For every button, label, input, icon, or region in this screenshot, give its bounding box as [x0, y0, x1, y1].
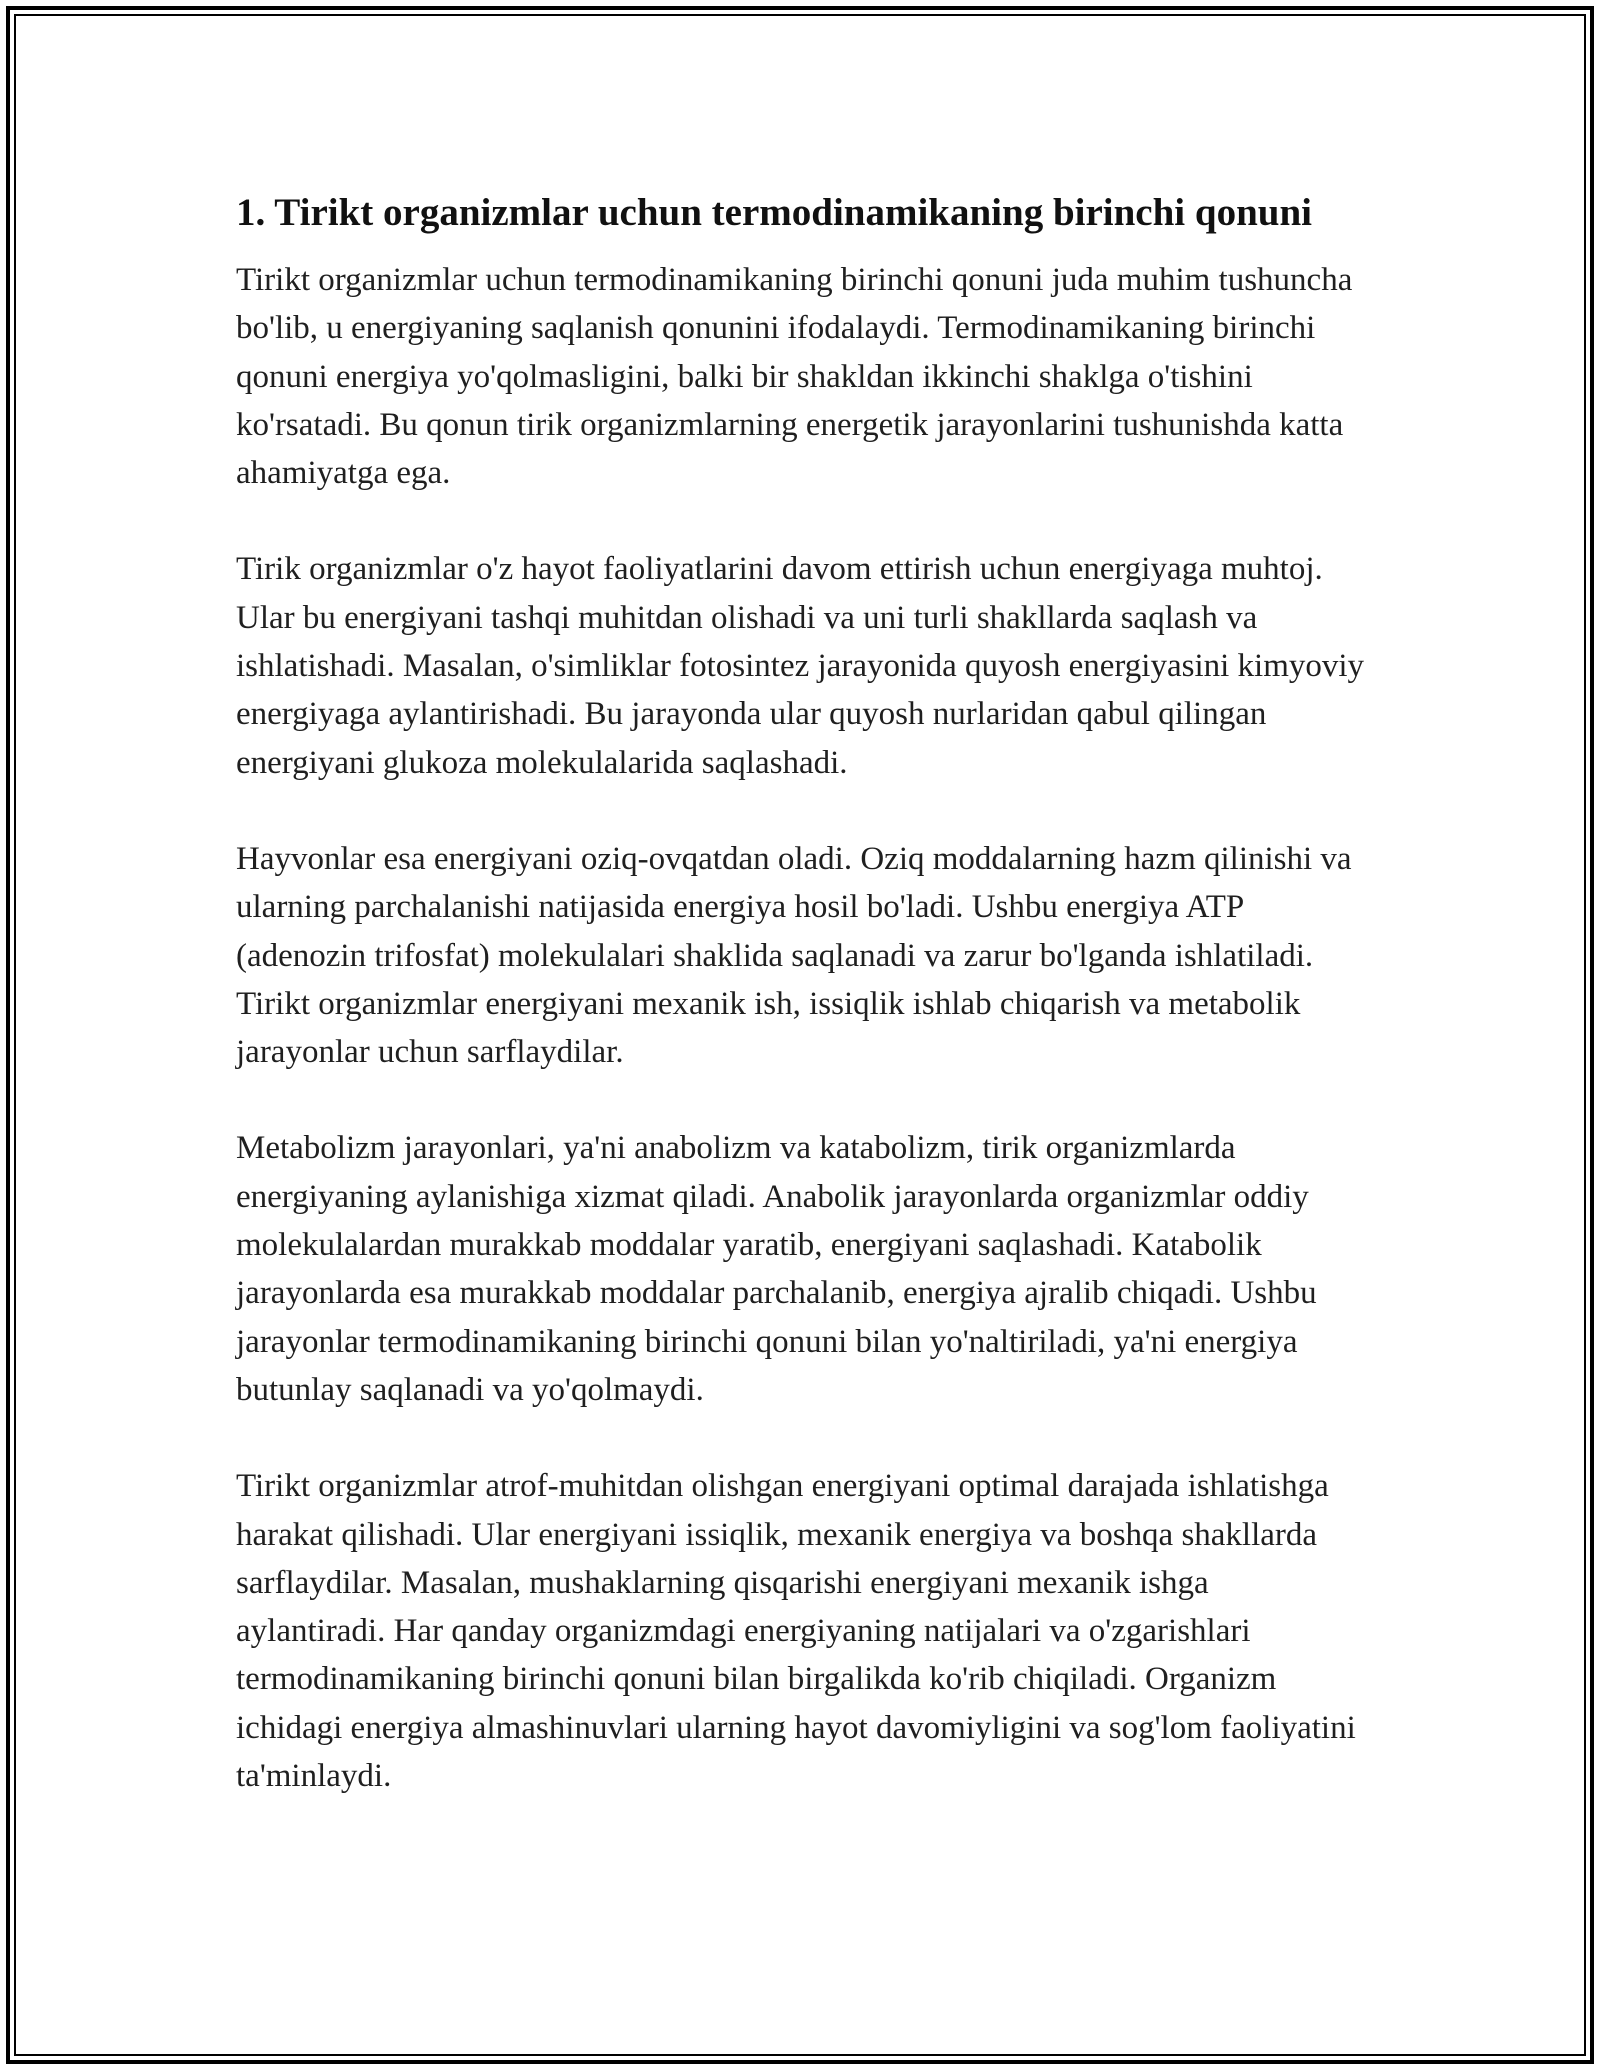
paragraph: Hayvonlar esa energiyani oziq-ovqatdan oladi. Oziq moddalarning hazm qilinishi va ularning parchalanishi natijasida energiya hosil bo'ladi. Ushbu energiya ATP (adenozin trifosfat) molekulalari shaklida saqlanadi va zarur bo'lganda ishlatiladi. Tirikt organizmlar energiyani mexanik ish, issiqlik ishlab chiqarish va metabolik jarayonlar uchun sarflaydilar.	[236, 840, 1352, 1071]
document-body	[236, 185, 1366, 1800]
paragraph: Tirikt organizmlar uchun termodinamikaning birinchi qonuni juda muhim tushuncha bo'lib, u energiyaning saqlanish qonunini ifodalaydi. Termodinamikaning birinchi qonuni energiya yo'qolmasligini, balki bir shakldan ikkinchi shaklga o'tishini ko'rsatadi. Bu qonun tirik organizmlarning energetik jarayonlarini tushunishda katta ahamiyatga ega.	[236, 262, 1353, 492]
paragraph: Tirikt organizmlar atrof-muhitdan olishgan energiyani optimal darajada ishlatishga harakat qilishadi. Ular energiyani issiqlik, mexanik energiya va boshqa shakllarda sarflaydilar. Masalan, mushaklarning qisqarishi energiyani mexanik ishga aylantiradi. Har qanday organizmdagi energiyaning natijalari va o'zgarishlari termodinamikaning birinchi qonuni bilan birgalikda ko'rib chiqiladi. Organizm ichidagi energiya almashinuvlari ularning hayot davomiyligini va sog'lom faoliyatini ta'minlaydi.	[236, 1468, 1356, 1795]
paragraph: Metabolizm jarayonlari, ya'ni anabolizm va katabolizm, tirik organizmlarda energiyaning aylanishiga xizmat qiladi. Anabolik jarayonlarda organizmlar oddiy molekulalardan murakkab moddalar yaratib, energiyani saqlashadi. Katabolik jarayonlarda esa murakkab moddalar parchalanib, energiya ajralib chiqadi. Ushbu jarayonlar termodinamikaning birinchi qonuni bilan yo'naltiriladi, ya'ni energiya butunlay saqlanadi va yo'qolmaydi.	[236, 1130, 1317, 1408]
paragraph: Tirik organizmlar o'z hayot faoliyatlarini davom ettirish uchun energiyaga muhtoj. Ular bu energiyani tashqi muhitdan olishadi va uni turli shakllarda saqlash va ishlatishadi. Masalan, o'simliklar fotosintez jarayonida quyosh energiyasini kimyoviy energiyaga aylantirishadi. Bu jarayonda ular quyosh nurlaridan qabul qilingan energiyani glukoza molekulalarida saqlashadi.	[236, 551, 1365, 781]
section-title: 1. Tirikt organizmlar uchun termodinamikaning birinchi qonuni	[236, 191, 1312, 234]
